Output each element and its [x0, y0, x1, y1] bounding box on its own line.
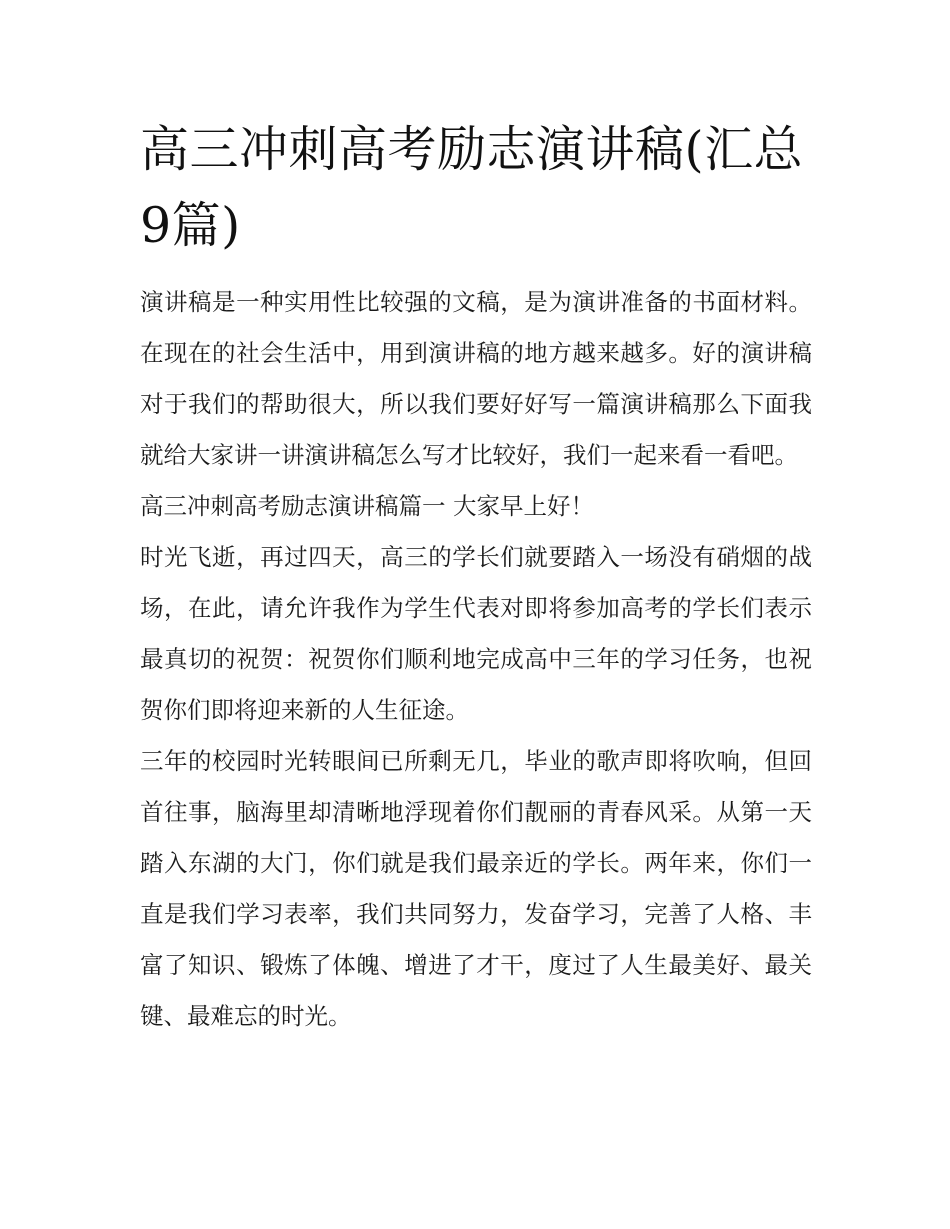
- paragraph-intro: 演讲稿是一种实用性比较强的文稿，是为演讲准备的书面材料。在现在的社会生活中，用到演讲稿的地方越来越多。好的演讲稿对于我们的帮助很大，所以我们要好好写一篇演讲稿那么下面我就给大家讲一讲演讲稿怎么写才比较好，我们一起来看一看吧。: [140, 288, 812, 469]
- paragraph-section-heading: 高三冲刺高考励志演讲稿篇一 大家早上好！: [140, 492, 594, 520]
- paragraph-body-1: 时光飞逝，再过四天，高三的学长们就要踏入一场没有硝烟的战场，在此，请允许我作为学生代表对即将参加高考的学长们表示最真切的祝贺：祝贺你们顺利地完成高中三年的学习任务，也祝贺你们即将迎来新的人生征途。: [140, 543, 812, 724]
- document-body: [140, 277, 812, 1042]
- document-title: 高三冲刺高考励志演讲稿(汇总9篇): [140, 121, 804, 254]
- document-content: [140, 112, 812, 1042]
- paragraph-body-2: 三年的校园时光转眼间已所剩无几，毕业的歌声即将吹响，但回首往事，脑海里却清晰地浮现着你们靓丽的青春风采。从第一天踏入东湖的大门，你们就是我们最亲近的学长。两年来，你们一直是我们学习表率，我们共同努力，发奋学习，完善了人格、丰富了知识、锻炼了体魄、增进了才干，度过了人生最美好、最关键、最难忘的时光。: [140, 747, 812, 1030]
